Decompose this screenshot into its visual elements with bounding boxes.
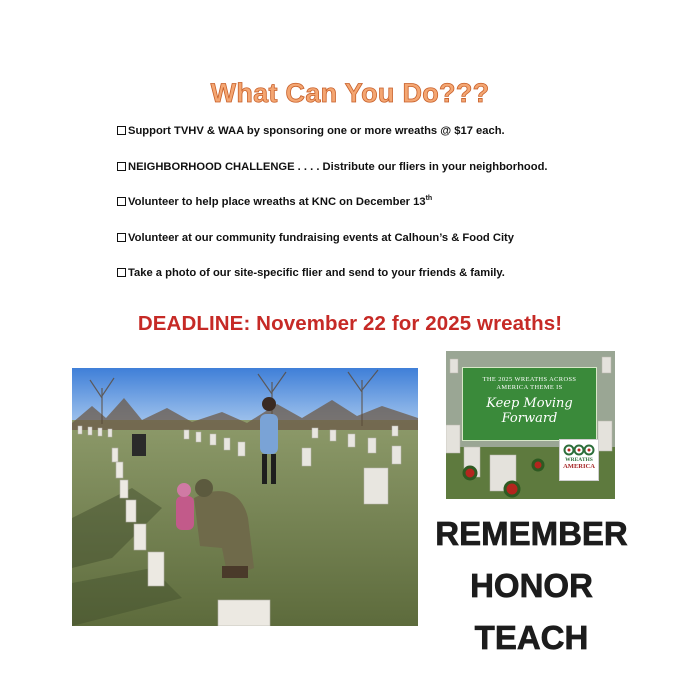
theme-title-line-2: Forward xyxy=(501,411,558,426)
theme-banner xyxy=(462,367,597,441)
theme-card xyxy=(446,351,615,499)
action-list xyxy=(117,124,637,302)
cemetery-photo xyxy=(72,368,418,626)
checkbox-icon xyxy=(117,126,126,135)
theme-top-line-1: THE 2025 WREATHS ACROSS xyxy=(482,376,577,383)
list-item xyxy=(117,266,637,280)
deadline-text: DEADLINE: November 22 for 2025 wreaths! xyxy=(137,312,563,335)
wreaths-across-america-logo xyxy=(559,439,599,481)
list-item xyxy=(117,124,637,138)
theme-title-line-1: Keep Moving xyxy=(486,396,573,411)
list-item xyxy=(117,160,637,174)
checkbox-icon xyxy=(117,162,126,171)
cemetery-photo-image xyxy=(72,368,418,626)
list-item xyxy=(117,195,637,209)
logo-text-bottom: AMERICA xyxy=(563,463,595,470)
wreath-icon xyxy=(560,443,598,457)
list-item xyxy=(117,231,637,245)
action-text: Take a photo of our site-specific flier and send to your friends & family. xyxy=(128,267,505,279)
motto-remember: REMEMBER xyxy=(435,515,628,552)
logo-text-top: WREATHS xyxy=(565,457,593,463)
checkbox-icon xyxy=(117,233,126,242)
action-text: NEIGHBORHOOD CHALLENGE . . . . Distribute our fliers in your neighborhood. xyxy=(128,160,548,173)
action-text: Support TVHV & WAA by sponsoring one or more wreaths @ $17 each. xyxy=(128,125,505,137)
ordinal-suffix: th xyxy=(425,195,433,202)
motto-honor: HONOR xyxy=(470,567,593,604)
page-title: What Can You Do??? xyxy=(210,78,490,108)
checkbox-icon xyxy=(117,197,126,206)
action-text: Volunteer to help place wreaths at KNC on December 13 xyxy=(128,196,426,208)
theme-top-line-2: AMERICA THEME IS xyxy=(496,384,563,391)
motto-teach: TEACH xyxy=(474,619,589,656)
checkbox-icon xyxy=(117,268,126,277)
action-text: Volunteer at our community fundraising events at Calhoun’s & Food City xyxy=(128,231,515,244)
motto xyxy=(428,508,635,664)
